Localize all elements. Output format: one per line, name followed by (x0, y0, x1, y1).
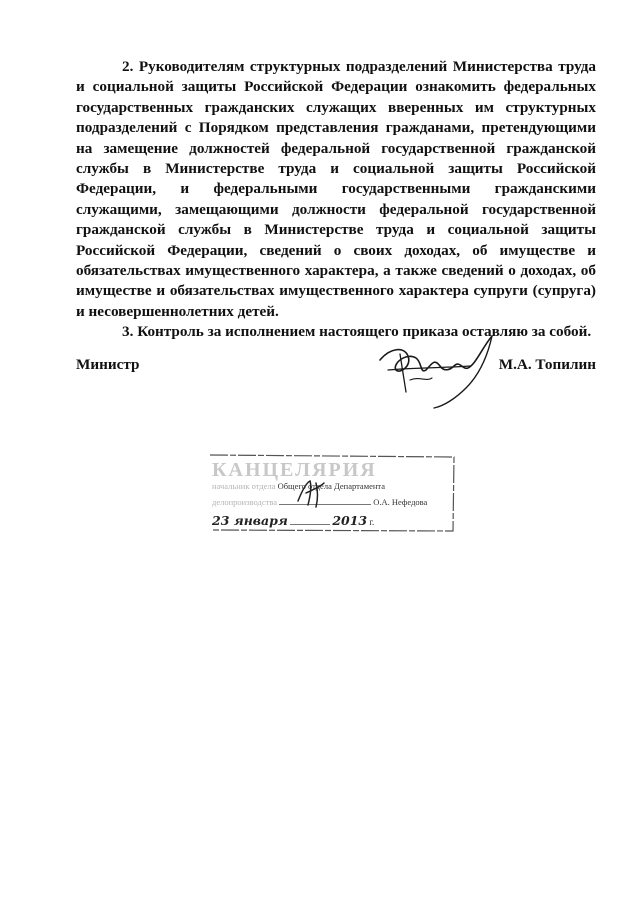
order-body (76, 57, 596, 343)
stamp-year: 2013 (332, 513, 368, 528)
paragraph-3: 3. Контроль за исполнением настоящего приказа оставляю за собой. (122, 323, 592, 341)
stamp-faded-text-2: делопроизводства (212, 497, 277, 507)
stamp-year-suffix: г. (369, 517, 375, 527)
stamp-initials-signature (206, 453, 456, 533)
stamp-faded-text-1: начальник отдела (212, 481, 276, 491)
stamp-official-name: О.А. Нефедова (373, 497, 428, 507)
handwritten-signature (370, 330, 500, 410)
stamp-date: 23 января (212, 513, 288, 528)
stamp-title: КАНЦЕЛЯРИЯ (212, 459, 377, 481)
paragraph-2: 2. Руководителям структурных подразделений Министерства труда и социальной защиты Российской Федерации ознакомить федеральных государственных гражданских служащих вверенных им структурных подразделений с Порядком представления гражданами, претендующими на замещение должностей федеральной государственной гражданской службы в Министерстве труда и социальной защиты Российской Федерации, и федеральными государственными гражданскими служащими, замещающими должности федеральной государственной гражданской службы в Министерстве труда и социальной защиты Российской Федерации, сведений о своих доходах, об имуществе и обязательствах имущественного характера, а также сведений о доходах, об имуществе и обязательствах имущественного характера супруги (супруга) и несовершеннолетних детей. (76, 58, 596, 320)
stamp-department: Общего отдела Департамента (277, 481, 385, 491)
registry-stamp (206, 453, 456, 533)
signature-block (76, 356, 596, 380)
signatory-name: М.А. Топилин (498, 356, 596, 373)
signatory-role: Министр (76, 356, 140, 373)
